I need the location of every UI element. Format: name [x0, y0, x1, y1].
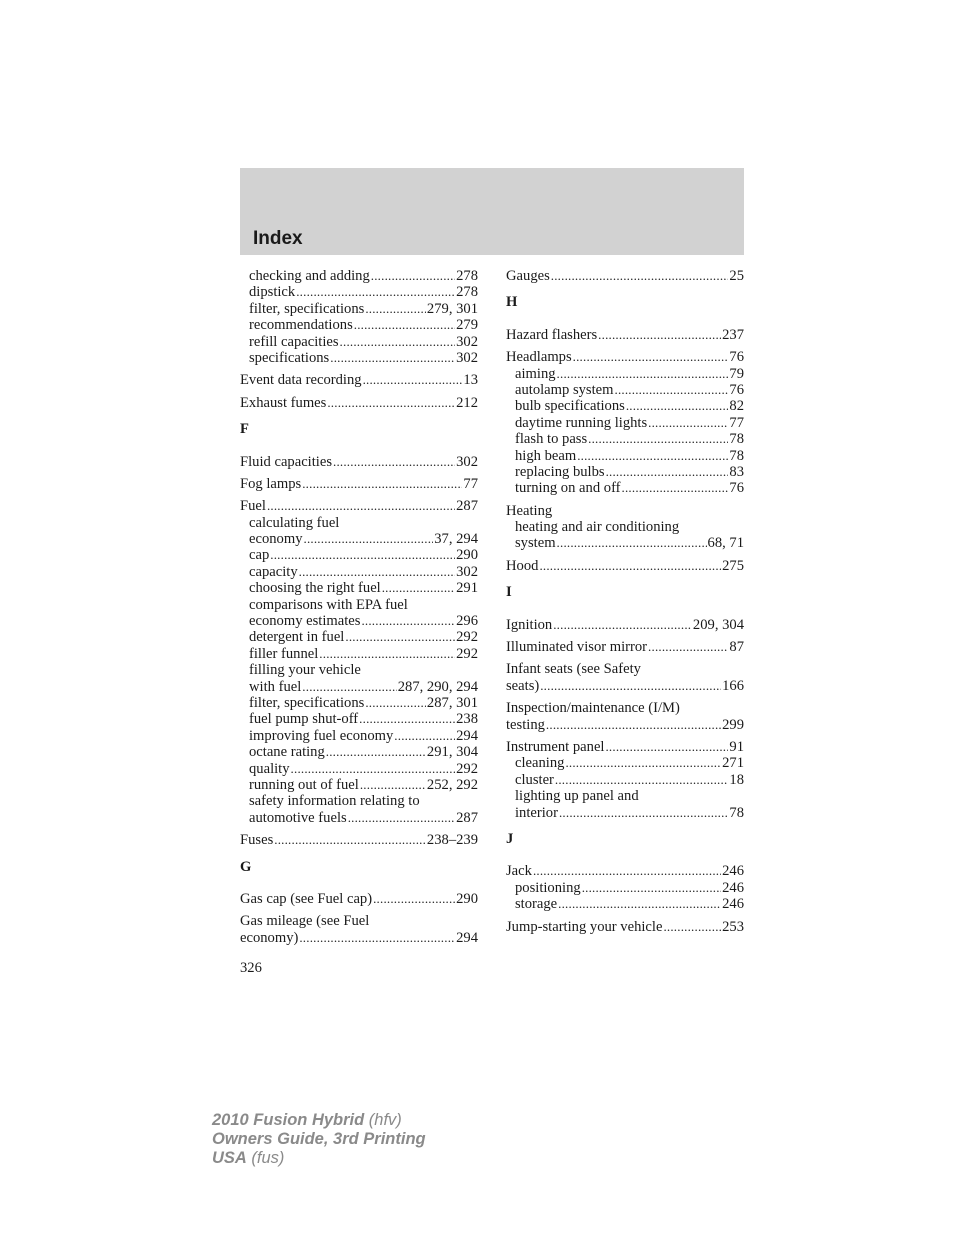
dot-leader: [558, 896, 721, 912]
entry-term: economy): [240, 929, 299, 946]
index-subentry: [506, 535, 744, 551]
dot-leader: [327, 395, 455, 411]
entry-term: turning on and off: [515, 480, 621, 497]
entry-page-ref: 37, 294: [434, 531, 478, 548]
dot-leader: [291, 761, 456, 777]
entry-page-ref: 287, 290, 294: [397, 678, 478, 695]
index-entry: [506, 739, 744, 755]
dot-leader: [615, 382, 729, 398]
entry-term: specifications: [249, 349, 330, 366]
index-subentry: [506, 896, 744, 912]
entry-page-ref: 68, 71: [707, 535, 744, 552]
entry-page-ref: 237: [722, 326, 744, 343]
entry-page-ref: 291: [456, 580, 478, 597]
footer-line-region: [212, 1149, 426, 1168]
index-entry-continued: safety information relating to: [249, 793, 420, 810]
entry-page-ref: 78: [729, 431, 744, 448]
entry-page-ref: 296: [456, 613, 478, 630]
entry-page-ref: 82: [729, 398, 744, 415]
entry-term: refill capacities: [249, 333, 339, 350]
entry-term: choosing the right fuel: [249, 580, 381, 597]
page-title: Index: [253, 228, 303, 249]
entry-term: filter, specifications: [249, 694, 365, 711]
entry-page-ref: 287: [456, 498, 478, 515]
index-entry: [506, 678, 744, 694]
index-entry: [240, 930, 478, 946]
dot-leader: [299, 930, 455, 946]
index-subentry: [240, 613, 478, 629]
entry-term: Exhaust fumes: [240, 394, 327, 411]
index-subentry: [240, 531, 478, 547]
footer-line-model: [212, 1111, 426, 1130]
entry-term: Jack: [506, 863, 532, 880]
dot-leader: [648, 639, 728, 655]
entry-term: Fog lamps: [240, 475, 302, 492]
dot-leader: [363, 372, 463, 388]
dot-leader: [555, 772, 729, 788]
entry-page-ref: 25: [729, 268, 744, 284]
dot-leader: [606, 464, 729, 480]
entry-term: daytime running lights: [515, 414, 648, 431]
entry-term: Fuel: [240, 498, 266, 515]
dot-leader: [382, 580, 455, 596]
index-subentry: [240, 629, 478, 645]
entry-term: Illuminated visor mirror: [506, 639, 648, 656]
entry-term: storage: [515, 896, 558, 913]
index-subentry: [506, 415, 744, 431]
footer-guide: Owners Guide, 3rd Printing: [212, 1130, 426, 1148]
dot-leader: [663, 919, 721, 935]
entry-term: Headlamps: [506, 349, 572, 366]
section-letter: I: [506, 584, 512, 601]
dot-leader: [302, 679, 396, 695]
index-subentry: [240, 268, 478, 284]
document-footer: [212, 1111, 426, 1168]
index-entry-continued: Gas mileage (see Fuel: [240, 913, 370, 930]
entry-page-ref: 212: [456, 394, 478, 411]
dot-leader: [648, 415, 728, 431]
entry-page-ref: 76: [729, 480, 744, 497]
entry-page-ref: 246: [722, 879, 744, 896]
entry-term: replacing bulbs: [515, 463, 605, 480]
dot-leader: [274, 832, 426, 848]
entry-page-ref: 278: [456, 268, 478, 284]
index-entry-continued: calculating fuel: [249, 514, 340, 531]
entry-page-ref: 279: [456, 317, 478, 334]
entry-page-ref: 76: [729, 381, 744, 398]
entry-term: automotive fuels: [249, 809, 347, 826]
index-column-right: [506, 268, 744, 935]
entry-term: Event data recording: [240, 372, 362, 389]
dot-leader: [605, 739, 728, 755]
index-subentry: [506, 755, 744, 771]
index-subentry: [240, 777, 478, 793]
entry-term: cleaning: [515, 755, 565, 772]
entry-term: positioning: [515, 879, 581, 896]
footer-model: 2010 Fusion Hybrid: [212, 1111, 365, 1129]
entry-term: cap: [249, 547, 270, 564]
entry-page-ref: 287: [456, 809, 478, 826]
entry-term: recommendations: [249, 317, 353, 334]
entry-page-ref: 291, 304: [426, 744, 478, 761]
entry-term: Jump-starting your vehicle: [506, 918, 663, 935]
dot-leader: [598, 327, 721, 343]
entry-page-ref: 77: [729, 414, 744, 431]
index-subentry: [240, 350, 478, 366]
section-letter: G: [240, 858, 252, 875]
dot-leader: [319, 646, 455, 662]
entry-term: Fuses: [240, 832, 274, 849]
entry-term: aiming: [515, 365, 556, 382]
entry-term: Hood: [506, 557, 539, 574]
entry-term: seats): [506, 677, 540, 694]
index-entry: [506, 639, 744, 655]
entry-page-ref: 302: [456, 563, 478, 580]
index-entry: [240, 891, 478, 907]
dot-leader: [565, 755, 721, 771]
dot-leader: [557, 535, 707, 551]
dot-leader: [365, 695, 426, 711]
index-subentry: [506, 464, 744, 480]
footer-region-code: (fus): [246, 1149, 285, 1167]
index-subentry: [240, 728, 478, 744]
page-number: 326: [240, 960, 262, 976]
entry-page-ref: 18: [729, 771, 744, 788]
index-entry-continued: Infant seats (see Safety: [506, 661, 641, 678]
index-subentry: [240, 334, 478, 350]
entry-term: detergent in fuel: [249, 629, 345, 646]
dot-leader: [267, 498, 455, 514]
entry-term: improving fuel economy: [249, 727, 394, 744]
entry-page-ref: 209, 304: [692, 616, 744, 633]
entry-page-ref: 279, 301: [426, 300, 478, 317]
index-subentry: [506, 805, 744, 821]
entry-term: running out of fuel: [249, 776, 359, 793]
index-entry: [240, 476, 478, 492]
index-subentry: [240, 547, 478, 563]
entry-term: bulb specifications: [515, 398, 625, 415]
dot-leader: [270, 547, 455, 563]
dot-leader: [573, 349, 729, 365]
entry-term: filter, specifications: [249, 300, 365, 317]
entry-page-ref: 83: [729, 463, 744, 480]
entry-page-ref: 91: [729, 738, 744, 755]
entry-page-ref: 246: [722, 863, 744, 880]
dot-leader: [626, 398, 729, 414]
index-subentry: [240, 301, 478, 317]
dot-leader: [540, 678, 721, 694]
index-entry: [240, 372, 478, 388]
entry-page-ref: 294: [456, 727, 478, 744]
dot-leader: [299, 564, 455, 580]
index-entry-continued: comparisons with EPA fuel: [249, 596, 408, 613]
index-entry: [240, 395, 478, 411]
entry-page-ref: 252, 292: [426, 776, 478, 793]
index-column-left: [240, 268, 478, 946]
index-subentry: [506, 448, 744, 464]
dot-leader: [533, 863, 721, 879]
entry-term: cluster: [515, 771, 554, 788]
dot-leader: [304, 531, 434, 547]
dot-leader: [333, 454, 455, 470]
entry-term: interior: [515, 804, 558, 821]
index-entry: [506, 327, 744, 343]
dot-leader: [577, 448, 728, 464]
index-subentry: [506, 366, 744, 382]
dot-leader: [365, 301, 426, 317]
entry-page-ref: 238: [456, 711, 478, 728]
entry-term: economy: [249, 531, 303, 548]
entry-term: Gauges: [506, 268, 550, 284]
index-subentry: [506, 880, 744, 896]
index-entry-continued: filling your vehicle: [249, 662, 361, 679]
index-subentry: [240, 564, 478, 580]
index-entry: [240, 832, 478, 848]
dot-leader: [360, 777, 426, 793]
dot-leader: [361, 613, 455, 629]
dot-leader: [394, 728, 455, 744]
index-entry: [506, 349, 744, 365]
index-entry: [506, 558, 744, 574]
entry-page-ref: 302: [456, 453, 478, 470]
dot-leader: [373, 891, 455, 907]
entry-page-ref: 78: [729, 804, 744, 821]
entry-page-ref: 271: [722, 755, 744, 772]
index-entry: [506, 617, 744, 633]
entry-page-ref: 292: [456, 760, 478, 777]
index-subentry: [240, 695, 478, 711]
index-header-band: [240, 168, 744, 255]
entry-page-ref: 278: [456, 284, 478, 301]
entry-page-ref: 287, 301: [426, 694, 478, 711]
entry-page-ref: 292: [456, 645, 478, 662]
index-subentry: [240, 284, 478, 300]
index-entry-continued: lighting up panel and: [515, 788, 639, 805]
index-entry-continued: Heating: [506, 502, 553, 519]
dot-leader: [553, 617, 692, 633]
dot-leader: [582, 880, 721, 896]
entry-term: system: [515, 535, 556, 552]
entry-page-ref: 238–239: [426, 832, 478, 849]
index-subentry: [240, 810, 478, 826]
index-subentry: [506, 398, 744, 414]
entry-term: octane rating: [249, 744, 325, 761]
entry-page-ref: 275: [722, 557, 744, 574]
entry-page-ref: 78: [729, 447, 744, 464]
dot-leader: [551, 268, 729, 284]
entry-term: with fuel: [249, 678, 302, 695]
index-subentry: [506, 480, 744, 496]
entry-page-ref: 292: [456, 629, 478, 646]
index-subentry: [240, 711, 478, 727]
entry-term: Hazard flashers: [506, 326, 598, 343]
index-entry: [506, 717, 744, 733]
entry-term: Ignition: [506, 616, 553, 633]
footer-model-code: (hfv): [364, 1111, 402, 1129]
dot-leader: [371, 268, 455, 284]
footer-line-guide: [212, 1130, 426, 1149]
entry-page-ref: 253: [722, 918, 744, 935]
index-entry: [506, 268, 744, 284]
dot-leader: [296, 284, 455, 300]
index-subentry: [240, 679, 478, 695]
index-subentry: [240, 744, 478, 760]
section-letter: J: [506, 830, 514, 847]
entry-term: fuel pump shut-off: [249, 711, 359, 728]
entry-page-ref: 299: [722, 716, 744, 733]
index-subentry: [240, 317, 478, 333]
entry-page-ref: 166: [722, 677, 744, 694]
dot-leader: [340, 334, 456, 350]
entry-term: capacity: [249, 563, 298, 580]
index-subentry: [506, 772, 744, 788]
footer-region: USA: [212, 1149, 247, 1167]
index-entry: [240, 498, 478, 514]
dot-leader: [546, 717, 721, 733]
section-letter: F: [240, 421, 249, 438]
index-entry: [240, 454, 478, 470]
dot-leader: [588, 431, 728, 447]
dot-leader: [622, 480, 729, 496]
entry-page-ref: 246: [722, 896, 744, 913]
entry-term: quality: [249, 760, 290, 777]
entry-page-ref: 294: [456, 929, 478, 946]
dot-leader: [557, 366, 729, 382]
dot-leader: [348, 810, 455, 826]
entry-term: high beam: [515, 447, 577, 464]
entry-page-ref: 79: [729, 365, 744, 382]
entry-term: Fluid capacities: [240, 453, 332, 470]
index-subentry: [506, 382, 744, 398]
entry-term: autolamp system: [515, 381, 614, 398]
index-subentry: [240, 646, 478, 662]
index-subentry: [240, 761, 478, 777]
entry-page-ref: 302: [456, 349, 478, 366]
entry-page-ref: 13: [463, 372, 478, 389]
index-entry: [506, 863, 744, 879]
section-letter: H: [506, 294, 518, 311]
entry-page-ref: 87: [729, 639, 744, 656]
dot-leader: [359, 711, 455, 727]
dot-leader: [345, 629, 455, 645]
entry-page-ref: 290: [456, 890, 478, 907]
entry-term: flash to pass: [515, 431, 588, 448]
entry-term: Instrument panel: [506, 738, 605, 755]
dot-leader: [330, 350, 455, 366]
index-entry-continued: Inspection/maintenance (I/M): [506, 700, 680, 717]
dot-leader: [326, 744, 426, 760]
entry-term: checking and adding: [249, 268, 370, 284]
entry-page-ref: 77: [463, 475, 478, 492]
entry-page-ref: 290: [456, 547, 478, 564]
dot-leader: [354, 317, 455, 333]
entry-page-ref: 76: [729, 349, 744, 366]
index-subentry: [506, 431, 744, 447]
index-entry: [506, 919, 744, 935]
entry-term: filler funnel: [249, 645, 319, 662]
index-subentry: [240, 580, 478, 596]
dot-leader: [302, 476, 462, 492]
entry-term: economy estimates: [249, 613, 361, 630]
entry-term: Gas cap (see Fuel cap): [240, 890, 373, 907]
index-entry-continued: heating and air conditioning: [515, 519, 680, 536]
entry-page-ref: 302: [456, 333, 478, 350]
entry-term: dipstick: [249, 284, 296, 301]
entry-term: testing: [506, 716, 545, 733]
dot-leader: [539, 558, 721, 574]
dot-leader: [559, 805, 728, 821]
